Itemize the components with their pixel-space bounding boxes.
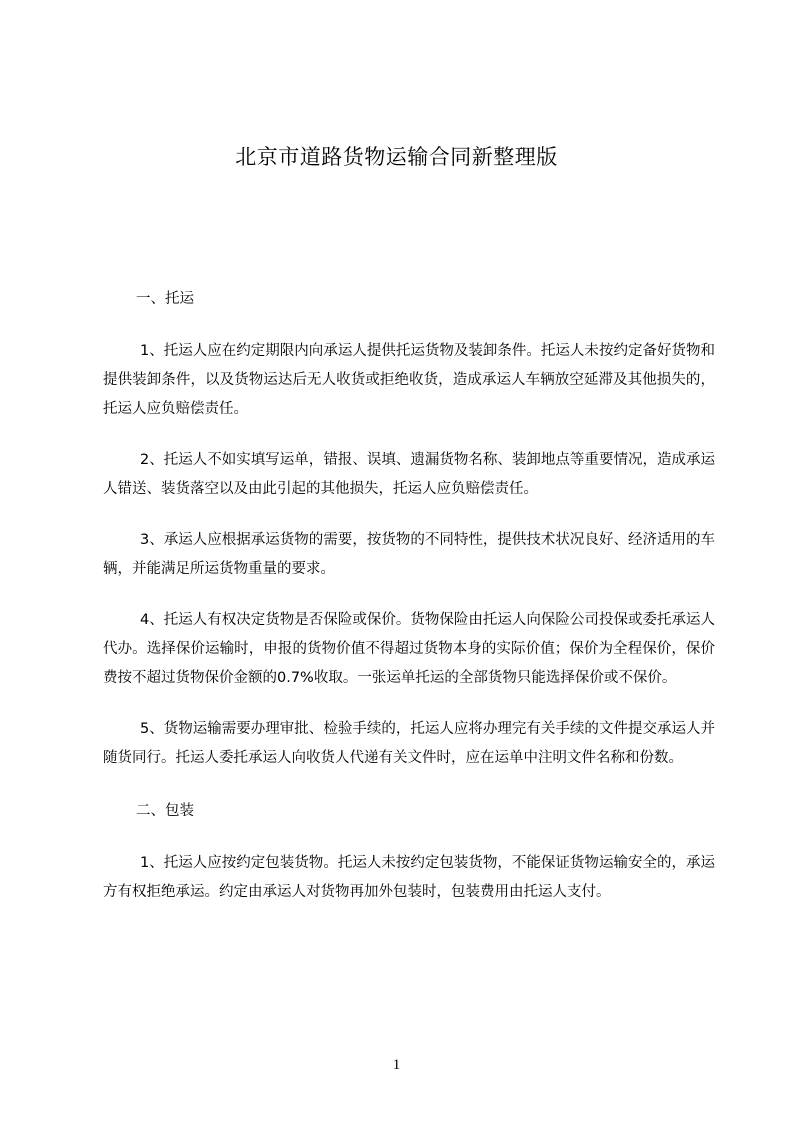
document-title: 北京市道路货物运输合同新整理版 <box>235 145 558 169</box>
paragraph: 5、货物运输需要办理审批、检验手续的，托运人应将办理完有关手续的文件提交承运人并随货同行。托运人委托承运人向收货人代递有关文件时，应在运单中注明文件名称和份数。 <box>103 721 715 766</box>
section-heading: 一、托运 <box>136 291 194 307</box>
page-number: 1 <box>392 1057 401 1073</box>
paragraph: 3、承运人应根据承运货物的需要，按货物的不同特性，提供技术状况良好、经济适用的车辆，并能满足所运货物重量的要求。 <box>103 532 715 577</box>
paragraph: 1、托运人应按约定包装货物。托运人未按约定包装货物，不能保证货物运输安全的，承运方有权拒绝承运。约定由承运人对货物再加外包装时，包装费用由托运人支付。 <box>103 855 715 900</box>
paragraph: 1、托运人应在约定期限内向承运人提供托运货物及装卸条件。托运人未按约定备好货物和提供装卸条件，以及货物运达后无人收货或拒绝收货，造成承运人车辆放空延滞及其他损失的，托运人应负赔偿责任。 <box>103 343 715 417</box>
section-tuoyun <box>103 283 715 795</box>
paragraph: 4、托运人有权决定货物是否保险或保价。货物保险由托运人向保险公司投保或委托承运人代办。选择保价运输时，申报的货物价值不得超过货物本身的实际价值；保价为全程保价，保价费按不超过货物保价金额的0.7%收取。一张运单托运的全部货物只能选择保价或不保价。 <box>103 612 715 686</box>
section-baozhuang <box>103 795 715 907</box>
paragraph: 2、托运人不如实填写运单，错报、误填、遗漏货物名称、装卸地点等重要情况，造成承运人错送、装货落空以及由此引起的其他损失，托运人应负赔偿责任。 <box>103 452 715 497</box>
section-heading: 二、包装 <box>136 803 194 819</box>
document-body <box>103 283 715 907</box>
